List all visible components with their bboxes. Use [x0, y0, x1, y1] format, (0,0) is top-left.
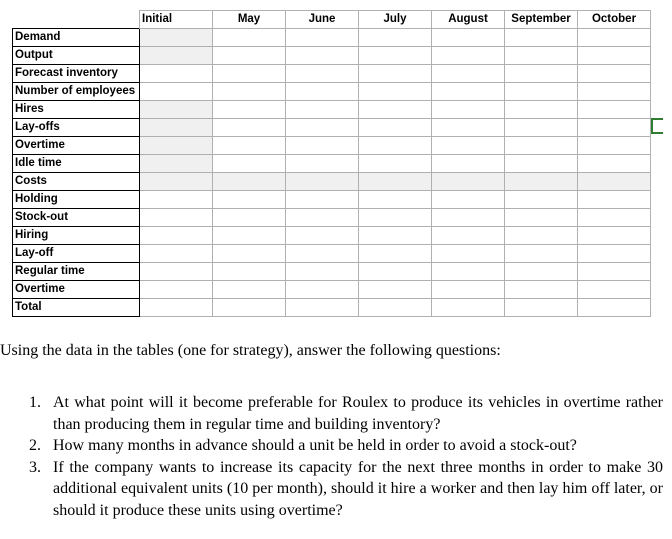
cell-june[interactable] — [286, 209, 359, 227]
cell-june[interactable] — [286, 245, 359, 263]
cell-august[interactable] — [432, 209, 505, 227]
column-header-september[interactable]: September — [505, 11, 578, 29]
cell-july[interactable] — [359, 227, 432, 245]
cell-october[interactable] — [578, 137, 651, 155]
cell-june[interactable] — [286, 263, 359, 281]
question-number: 1. — [29, 394, 41, 411]
cell-june[interactable] — [286, 101, 359, 119]
cell-june[interactable] — [286, 119, 359, 137]
question-item — [29, 457, 663, 522]
cell-july[interactable] — [359, 299, 432, 317]
cell-september[interactable] — [505, 281, 578, 299]
table-row — [13, 173, 651, 191]
cell-june[interactable] — [286, 299, 359, 317]
cell-october[interactable] — [578, 191, 651, 209]
cell-october[interactable] — [578, 29, 651, 47]
question-text: How many months in advance should a unit be held in order to avoid a stock-out? — [53, 437, 577, 454]
row-label[interactable]: Total — [13, 299, 140, 317]
cell-july[interactable] — [359, 101, 432, 119]
row-label[interactable]: Number of employees — [13, 83, 140, 101]
table-row — [13, 245, 651, 263]
row-label[interactable]: Overtime — [13, 137, 140, 155]
cell-october[interactable] — [578, 119, 651, 137]
cell-october[interactable] — [578, 47, 651, 65]
table-row — [13, 137, 651, 155]
cell-august[interactable] — [432, 137, 505, 155]
cell-august[interactable] — [432, 155, 505, 173]
cell-august[interactable] — [432, 281, 505, 299]
cell-september[interactable] — [505, 137, 578, 155]
table-row — [13, 29, 651, 47]
cell-initial[interactable] — [140, 119, 213, 137]
cell-september[interactable] — [505, 65, 578, 83]
cell-august[interactable] — [432, 83, 505, 101]
table-row — [13, 209, 651, 227]
question-number: 3. — [29, 458, 41, 476]
cell-initial[interactable] — [140, 191, 213, 209]
row-label[interactable]: Output — [13, 47, 140, 65]
cell-may[interactable] — [213, 263, 286, 281]
row-label[interactable]: Forecast inventory — [13, 65, 140, 83]
cell-september[interactable] — [505, 119, 578, 137]
table-row — [13, 101, 651, 119]
cell-october[interactable] — [578, 101, 651, 119]
cell-june[interactable] — [286, 83, 359, 101]
table-row — [13, 155, 651, 173]
cell-june[interactable] — [286, 173, 359, 191]
cell-may[interactable] — [213, 155, 286, 173]
cell-initial[interactable] — [140, 281, 213, 299]
cell-initial[interactable] — [140, 209, 213, 227]
cell-july[interactable] — [359, 119, 432, 137]
cell-initial[interactable] — [140, 155, 213, 173]
question-text: At what point will it become preferable for Roulex to produce its vehicles in overtime rather than producing them in regular time and building inventory? — [53, 394, 663, 433]
row-label[interactable]: Costs — [13, 173, 140, 191]
cell-initial[interactable] — [140, 245, 213, 263]
cell-july[interactable] — [359, 281, 432, 299]
cell-june[interactable] — [286, 155, 359, 173]
cell-july[interactable] — [359, 245, 432, 263]
row-label[interactable]: Demand — [13, 29, 140, 47]
cell-initial[interactable] — [140, 137, 213, 155]
row-label[interactable]: Overtime — [13, 281, 140, 299]
cell-august[interactable] — [432, 299, 505, 317]
instructions-text: Using the data in the tables (one for strategy), answer the following questions: — [0, 342, 501, 359]
cell-august[interactable] — [432, 65, 505, 83]
cell-september[interactable] — [505, 83, 578, 101]
cell-october[interactable] — [578, 155, 651, 173]
cell-july[interactable] — [359, 65, 432, 83]
column-header-august[interactable]: August — [432, 11, 505, 29]
table-row — [13, 281, 651, 299]
table-row — [13, 191, 651, 209]
cell-october[interactable] — [578, 173, 651, 191]
header-row — [13, 11, 651, 29]
cell-initial[interactable] — [140, 263, 213, 281]
cell-september[interactable] — [505, 191, 578, 209]
cell-july[interactable] — [359, 209, 432, 227]
cell-august[interactable] — [432, 173, 505, 191]
column-header-june[interactable]: June — [286, 11, 359, 29]
cell-july[interactable] — [359, 263, 432, 281]
table-row — [13, 299, 651, 317]
table-row — [13, 83, 651, 101]
cell-may[interactable] — [213, 83, 286, 101]
cell-initial[interactable] — [140, 83, 213, 101]
cell-september[interactable] — [505, 245, 578, 263]
cell-initial[interactable] — [140, 227, 213, 245]
cell-initial[interactable] — [140, 47, 213, 65]
cell-june[interactable] — [286, 137, 359, 155]
cell-may[interactable] — [213, 29, 286, 47]
cell-july[interactable] — [359, 47, 432, 65]
cell-august[interactable] — [432, 227, 505, 245]
cell-october[interactable] — [578, 281, 651, 299]
cell-september[interactable] — [505, 209, 578, 227]
cell-october[interactable] — [578, 227, 651, 245]
cell-september[interactable] — [505, 227, 578, 245]
cell-october[interactable] — [578, 299, 651, 317]
table-row — [13, 263, 651, 281]
cell-june[interactable] — [286, 191, 359, 209]
cell-may[interactable] — [213, 227, 286, 245]
cell-may[interactable] — [213, 209, 286, 227]
cell-july[interactable] — [359, 173, 432, 191]
cell-june[interactable] — [286, 47, 359, 65]
cell-october[interactable] — [578, 245, 651, 263]
cell-october[interactable] — [578, 263, 651, 281]
cell-september[interactable] — [505, 47, 578, 65]
row-label[interactable]: Lay-off — [13, 245, 140, 263]
cell-august[interactable] — [432, 47, 505, 65]
cell-initial[interactable] — [140, 173, 213, 191]
cell-september[interactable] — [505, 299, 578, 317]
cell-may[interactable] — [213, 245, 286, 263]
cell-july[interactable] — [359, 191, 432, 209]
cell-may[interactable] — [213, 137, 286, 155]
cell-august[interactable] — [432, 263, 505, 281]
cell-july[interactable] — [359, 29, 432, 47]
cell-may[interactable] — [213, 47, 286, 65]
cell-october[interactable] — [578, 83, 651, 101]
question-item — [29, 435, 663, 457]
cell-may[interactable] — [213, 101, 286, 119]
cell-september[interactable] — [505, 173, 578, 191]
cell-october[interactable] — [578, 65, 651, 83]
cell-september[interactable] — [505, 155, 578, 173]
column-header-october[interactable]: October — [578, 11, 651, 29]
cell-june[interactable] — [286, 227, 359, 245]
cell-june[interactable] — [286, 281, 359, 299]
cell-june[interactable] — [286, 29, 359, 47]
cell-july[interactable] — [359, 137, 432, 155]
cell-september[interactable] — [505, 29, 578, 47]
table-row — [13, 65, 651, 83]
column-header-initial[interactable]: Initial — [140, 11, 213, 29]
cell-august[interactable] — [432, 191, 505, 209]
cell-june[interactable] — [286, 65, 359, 83]
cell-may[interactable] — [213, 299, 286, 317]
planning-table — [12, 10, 651, 317]
cell-initial[interactable] — [140, 299, 213, 317]
question-number: 2. — [29, 437, 41, 454]
table-row — [13, 119, 651, 137]
cell-august[interactable] — [432, 29, 505, 47]
cell-august[interactable] — [432, 101, 505, 119]
table-row — [13, 227, 651, 245]
column-header-may[interactable]: May — [213, 11, 286, 29]
question-text: If the company wants to increase its capacity for the next three months in order to make 30 additional equivalent units (10 per month), should it hire a worker and then lay him off later, or should it produce these units using overtime? — [53, 458, 663, 519]
row-label[interactable]: Regular time — [13, 263, 140, 281]
cell-august[interactable] — [432, 119, 505, 137]
cell-initial[interactable] — [140, 65, 213, 83]
row-label[interactable]: Stock-out — [13, 209, 140, 227]
cell-may[interactable] — [213, 191, 286, 209]
cell-initial[interactable] — [140, 101, 213, 119]
cell-august[interactable] — [432, 245, 505, 263]
table-row — [13, 47, 651, 65]
corner-cell — [13, 11, 140, 29]
row-label[interactable]: Idle time — [13, 155, 140, 173]
cell-september[interactable] — [505, 101, 578, 119]
cell-may[interactable] — [213, 281, 286, 299]
column-header-july[interactable]: July — [359, 11, 432, 29]
cell-may[interactable] — [213, 173, 286, 191]
cell-september[interactable] — [505, 263, 578, 281]
row-label[interactable]: Holding — [13, 191, 140, 209]
row-label[interactable]: Hires — [13, 101, 140, 119]
cell-july[interactable] — [359, 155, 432, 173]
row-label[interactable]: Hiring — [13, 227, 140, 245]
cell-selection-marker — [651, 118, 663, 134]
row-label[interactable]: Lay-offs — [13, 119, 140, 137]
cell-july[interactable] — [359, 83, 432, 101]
cell-initial[interactable] — [140, 29, 213, 47]
question-list — [29, 392, 663, 521]
cell-may[interactable] — [213, 65, 286, 83]
question-item — [29, 392, 663, 435]
cell-october[interactable] — [578, 209, 651, 227]
cell-may[interactable] — [213, 119, 286, 137]
